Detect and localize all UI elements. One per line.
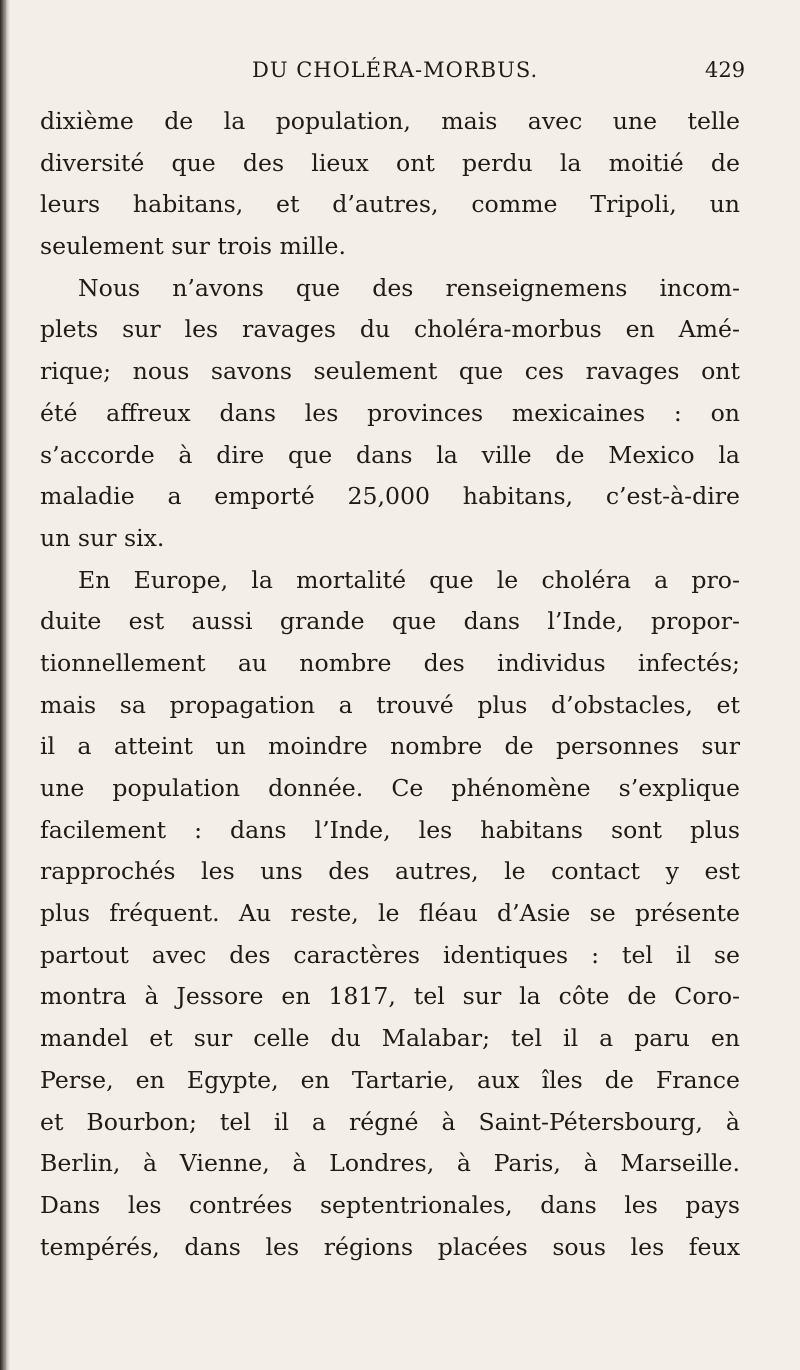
text-line: et Bourbon; tel il a régné à Saint-Pétersbourg, à: [40, 1107, 740, 1136]
text-line: seulement sur trois mille.: [40, 232, 346, 261]
text-line: diversité que des lieux ont perdu la moitié de: [40, 148, 740, 177]
text-line: tionnellement au nombre des individus infectés;: [40, 648, 740, 677]
paragraph-first-line: Nous n’avons que des renseignemens incom-: [78, 273, 740, 302]
page-number: 429: [705, 58, 746, 82]
text-line: mandel et sur celle du Malabar; tel il a paru en: [40, 1024, 740, 1053]
text-line: partout avec des caractères identiques : tel il se: [40, 940, 740, 969]
text-line: facilement : dans l’Inde, les habitans sont plus: [40, 815, 740, 844]
running-head: [0, 58, 800, 98]
text-line: plets sur les ravages du choléra-morbus en Amé-: [40, 315, 740, 344]
text-line: un sur six.: [40, 523, 165, 552]
text-line: Perse, en Egypte, en Tartarie, aux îles de France: [40, 1065, 740, 1094]
text-line: leurs habitans, et d’autres, comme Tripoli, un: [40, 190, 740, 219]
binding-shadow-line: [4, 0, 6, 1370]
text-line: Berlin, à Vienne, à Londres, à Paris, à Marseille.: [40, 1149, 740, 1178]
text-line: plus fréquent. Au reste, le fléau d’Asie se présente: [40, 899, 740, 928]
text-line: duite est aussi grande que dans l’Inde, propor-: [40, 607, 740, 636]
text-line: maladie a emporté 25,000 habitans, c’est-à-dire: [40, 482, 740, 511]
paragraph-first-line: En Europe, la mortalité que le choléra a pro-: [78, 565, 740, 594]
text-line: dixième de la population, mais avec une telle: [40, 107, 740, 135]
page-title: DU CHOLÉRA-MORBUS.: [252, 58, 539, 82]
text-line: rique; nous savons seulement que ces ravages ont: [40, 357, 740, 386]
text-line: mais sa propagation a trouvé plus d’obstacles, et: [40, 690, 740, 719]
text-line: rapprochés les uns des autres, le contact y est: [40, 857, 740, 886]
text-line: une population donnée. Ce phénomène s’explique: [40, 774, 740, 802]
body-text: [40, 101, 740, 1341]
text-line: il a atteint un moindre nombre de personnes sur: [40, 732, 740, 761]
text-line: Dans les contrées septentrionales, dans les pays: [40, 1190, 740, 1219]
text-line: été affreux dans les provinces mexicaines : on: [40, 398, 740, 427]
text-line: s’accorde à dire que dans la ville de Mexico la: [40, 440, 740, 469]
text-line: montra à Jessore en 1817, tel sur la côte de Coro-: [40, 982, 740, 1011]
text-line: tempérés, dans les régions placées sous les feux: [40, 1232, 740, 1261]
